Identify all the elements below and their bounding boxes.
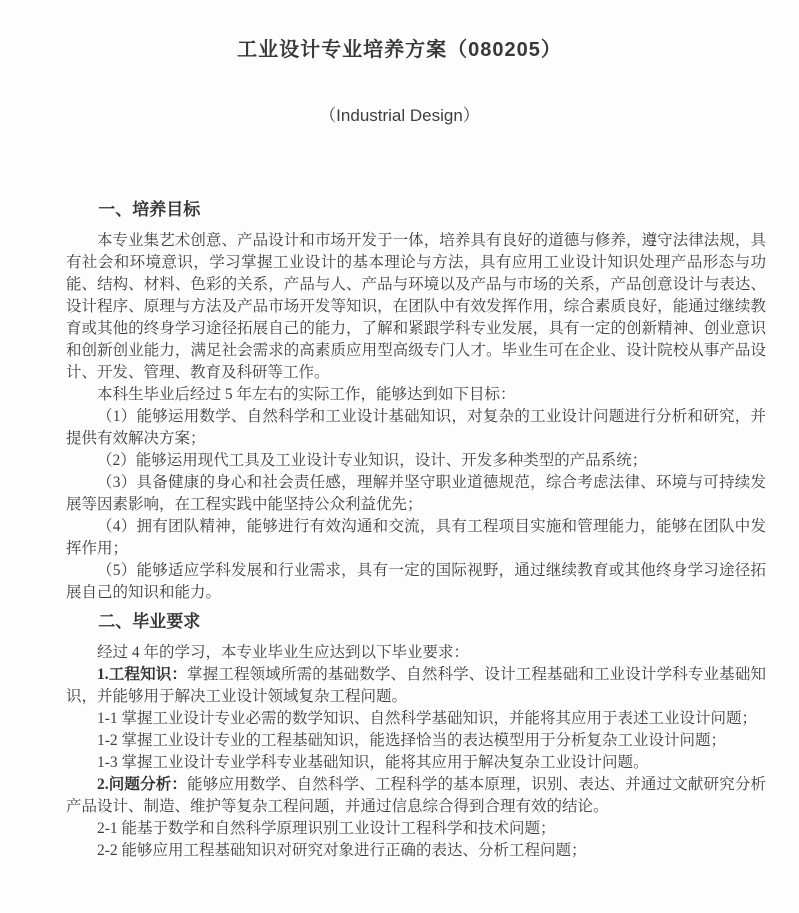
requirement-2-problem-analysis [66, 774, 766, 818]
document-subtitle-english: （Industrial Design） [319, 106, 480, 125]
requirement-1-2: 1-2 掌握工业设计专业的工程基础知识，能选择恰当的表达模型用于分析复杂工业设计问题； [97, 732, 727, 749]
intro-paragraph: 本专业集艺术创意、产品设计和市场开发于一体，培养具有良好的道德与修养，遵守法律法规，具有社会和环境意识，学习掌握工业设计的基本理论与方法，具有应用工业设计知识处理产品形态与功能、结构、材料、色彩的关系，产品与人、产品与环境以及产品与市场的关系，产品创意设计与表达、设计程序、原理与方法及产品市场开发等知识，在团队中有效发挥作用，综合素质良好，能通过继续教育或其他的终身学习途径拓展自己的能力，了解和紧跟学科专业发展，具有一定的创新精神、创业意识和创新创业能力，满足社会需求的高素质应用型高级专门人才。毕业生可在企业、设计院校从事产品设计、开发、管理、教育及科研等工作。 [66, 232, 766, 381]
document-body [66, 198, 766, 862]
requirements-lead-paragraph: 经过 4 年的学习，本专业毕业生应达到以下毕业要求： [97, 644, 470, 661]
requirement-2-text: 能够应用数学、自然科学、工程科学的基本原理，识别、表达、并通过文献研究分析产品设计、制造、维护等复杂工程问题，并通过信息综合得到合理有效的结论。 [66, 776, 766, 815]
objectives-lead-paragraph: 本科生毕业后经过 5 年左右的实际工作，能够达到如下目标： [97, 386, 516, 403]
section-1-heading: 一、培养目标 [98, 200, 201, 219]
requirement-1-3: 1-3 掌握工业设计专业学科专业基础知识，能将其应用于解决复杂工业设计问题。 [97, 754, 649, 771]
requirement-2-term: 2.问题分析： [97, 776, 188, 793]
requirement-2-2: 2-2 能够应用工程基础知识对研究对象进行正确的表达、分析工程问题； [97, 842, 587, 859]
objective-item-3: （3）具备健康的身心和社会责任感，理解并坚守职业道德规范，综合考虑法律、环境与可持续发展等因素影响，在工程实践中能坚持公众利益优先； [66, 474, 766, 513]
requirement-1-1: 1-1 掌握工业设计专业必需的数学知识、自然科学基础知识，并能将其应用于表述工业设计问题； [97, 710, 758, 727]
requirement-1-engineering-knowledge [66, 664, 766, 708]
objective-item-2: （2）能够运用现代工具及工业设计专业知识，设计、开发多种类型的产品系统； [97, 452, 648, 469]
requirement-2-1: 2-1 能基于数学和自然科学原理识别工业设计工程科学和技术问题； [97, 820, 556, 837]
objective-item-1: （1）能够运用数学、自然科学和工业设计基础知识，对复杂的工业设计问题进行分析和研究，并提供有效解决方案； [66, 408, 766, 447]
document-page [0, 36, 799, 913]
requirement-1-term: 1.工程知识： [97, 666, 188, 683]
objective-item-4: （4）拥有团队精神，能够进行有效沟通和交流，具有工程项目实施和管理能力，能够在团队中发挥作用； [66, 518, 766, 557]
requirement-1-text: 掌握工程领域所需的基础数学、自然科学、设计工程基础和工业设计学科专业基础知识，并能够用于解决工业设计领域复杂工程问题。 [66, 666, 766, 705]
objective-item-5: （5）能够适应学科发展和行业需求，具有一定的国际视野，通过继续教育或其他终身学习途径拓展自己的知识和能力。 [66, 562, 766, 601]
document-title: 工业设计专业培养方案（080205） [237, 39, 562, 61]
section-2-heading: 二、毕业要求 [98, 612, 201, 631]
